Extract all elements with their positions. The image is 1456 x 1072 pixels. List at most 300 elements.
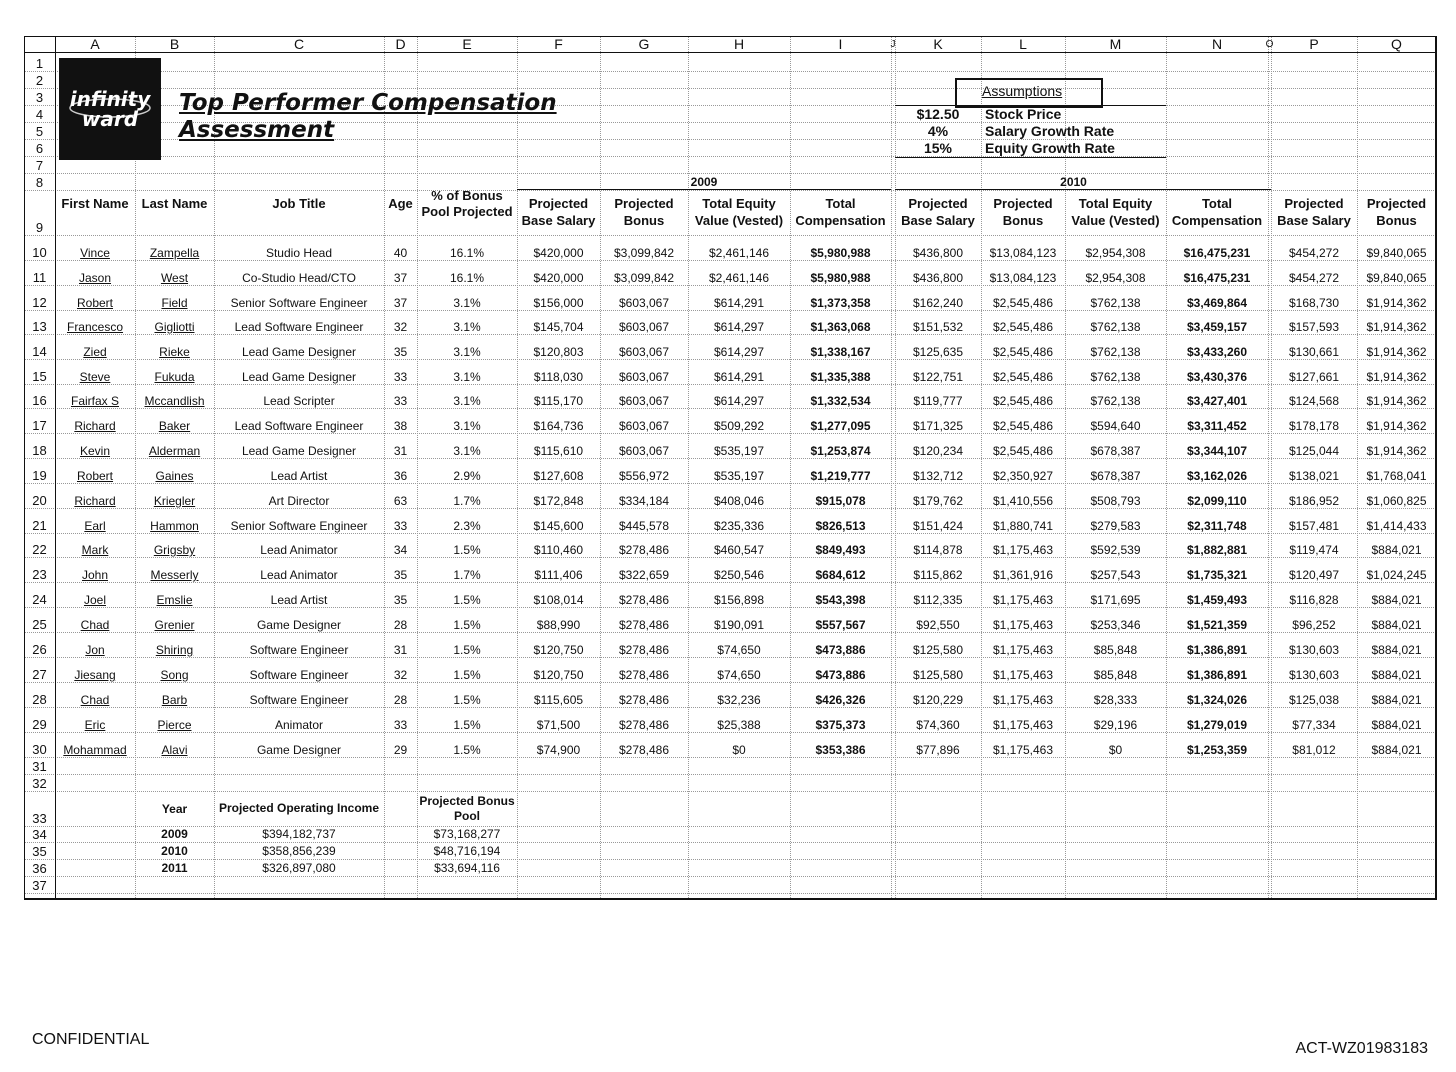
assumption-value: 15% xyxy=(923,139,953,156)
first-name[interactable]: Chad xyxy=(80,693,110,707)
column-header-b[interactable]: B xyxy=(169,36,180,52)
value-cell: $171,325 xyxy=(912,419,964,433)
first-name[interactable]: Mark xyxy=(81,543,109,557)
first-name[interactable]: Robert xyxy=(76,469,114,483)
bonus-pct: 3.1% xyxy=(453,394,481,408)
row-number-25[interactable]: 25 xyxy=(32,617,47,632)
row-number-5[interactable]: 5 xyxy=(35,124,44,139)
value-cell: $460,547 xyxy=(713,543,765,557)
total-compensation: $1,253,874 xyxy=(810,444,871,458)
value-cell: $1,024,245 xyxy=(1366,568,1427,582)
bonus-pct: 3.1% xyxy=(453,370,481,384)
first-name[interactable]: Richard xyxy=(74,494,116,508)
value-cell: $120,234 xyxy=(912,444,964,458)
value-cell: $762,138 xyxy=(1090,370,1141,384)
last-name[interactable]: West xyxy=(160,271,189,285)
last-name[interactable]: Song xyxy=(160,668,189,682)
row-number-30[interactable]: 30 xyxy=(32,742,47,757)
job-title: Game Designer xyxy=(256,743,342,757)
age: 29 xyxy=(393,743,408,757)
value-cell: $1,361,916 xyxy=(992,568,1054,582)
header-job-title: Job Title xyxy=(272,195,326,211)
last-name[interactable]: Gaines xyxy=(155,469,194,483)
row-number-36[interactable]: 36 xyxy=(32,861,47,876)
row-number-21[interactable]: 21 xyxy=(32,518,47,533)
first-name[interactable]: Fairfax S xyxy=(70,394,119,408)
job-title: Studio Head xyxy=(265,246,333,260)
job-title: Lead Game Designer xyxy=(241,370,357,384)
value-cell: $603,067 xyxy=(618,419,670,433)
age: 35 xyxy=(393,593,408,607)
logo-text-2: ward xyxy=(81,107,139,131)
column-header-h[interactable]: H xyxy=(733,36,745,52)
value-cell: $884,021 xyxy=(1371,668,1422,682)
column-header-l[interactable]: L xyxy=(1019,36,1027,52)
age: 28 xyxy=(393,618,408,632)
first-name[interactable]: Joel xyxy=(83,593,106,607)
value-cell: $25,388 xyxy=(717,718,761,732)
first-name[interactable]: Kevin xyxy=(79,444,111,458)
row-number-8[interactable]: 8 xyxy=(35,175,44,190)
total-compensation: $3,430,376 xyxy=(1186,370,1248,384)
bonus-pct: 3.1% xyxy=(453,419,481,433)
value-cell: $278,486 xyxy=(618,668,670,682)
value-cell: $77,334 xyxy=(1292,718,1336,732)
summary-year: 2009 xyxy=(161,827,188,841)
value-cell: $120,750 xyxy=(533,668,584,682)
first-name[interactable]: Richard xyxy=(74,419,116,433)
age: 35 xyxy=(393,345,408,359)
total-compensation: $543,398 xyxy=(815,593,866,607)
value-cell: $445,578 xyxy=(618,519,670,533)
value-cell: $157,593 xyxy=(1288,320,1340,334)
value-cell: $157,481 xyxy=(1288,519,1340,533)
row-number-4[interactable]: 4 xyxy=(35,107,44,122)
first-name[interactable]: Vince xyxy=(80,246,110,260)
column-header-i[interactable]: I xyxy=(838,36,843,52)
value-cell: $1,175,463 xyxy=(992,743,1054,757)
first-name[interactable]: John xyxy=(81,568,109,582)
grid-col-line xyxy=(1436,36,1437,900)
age: 32 xyxy=(393,320,408,334)
row-number-9[interactable]: 9 xyxy=(35,220,44,235)
value-cell: $151,532 xyxy=(912,320,964,334)
age: 34 xyxy=(393,543,408,557)
last-name[interactable]: Shiring xyxy=(155,643,194,657)
value-cell: $2,954,308 xyxy=(1085,271,1146,285)
column-header-n[interactable]: N xyxy=(1211,36,1223,52)
total-compensation: $1,735,321 xyxy=(1186,568,1248,582)
value-cell: $1,175,463 xyxy=(992,668,1054,682)
value-cell: $120,750 xyxy=(533,643,584,657)
value-cell: $127,661 xyxy=(1288,370,1340,384)
bonus-pct: 1.5% xyxy=(453,693,481,707)
total-compensation: $1,279,019 xyxy=(1186,718,1248,732)
total-compensation: $1,219,777 xyxy=(810,469,871,483)
value-cell: $115,862 xyxy=(913,568,963,582)
total-compensation: $375,373 xyxy=(815,718,866,732)
first-name[interactable]: Mohammad xyxy=(63,743,127,757)
row-number-10[interactable]: 10 xyxy=(32,245,47,260)
age: 38 xyxy=(393,419,408,433)
last-name[interactable]: Mccandlish xyxy=(144,394,205,408)
column-header-m[interactable]: M xyxy=(1109,36,1122,52)
header-bonus-pct: % of Bonus Pool Projected xyxy=(421,187,513,219)
value-cell: $190,091 xyxy=(713,618,765,632)
value-cell: $74,900 xyxy=(536,743,581,757)
bonus-pct: 3.1% xyxy=(453,296,481,310)
value-cell: $1,914,362 xyxy=(1366,394,1427,408)
value-cell: $114,878 xyxy=(913,543,963,557)
value-cell: $118,030 xyxy=(533,370,584,384)
value-cell: $884,021 xyxy=(1371,693,1422,707)
value-cell: $88,990 xyxy=(536,618,581,632)
first-name[interactable]: Robert xyxy=(76,296,114,310)
value-cell: $130,661 xyxy=(1288,345,1340,359)
value-cell: $322,659 xyxy=(618,568,670,582)
header-first-name: First Name xyxy=(61,195,129,211)
first-name[interactable]: Steve xyxy=(79,370,111,384)
last-name[interactable]: Emslie xyxy=(156,593,193,607)
row-number-15[interactable]: 15 xyxy=(32,369,47,384)
value-cell: $250,546 xyxy=(713,568,765,582)
value-cell: $125,580 xyxy=(912,668,964,682)
value-cell: $130,603 xyxy=(1288,643,1340,657)
row-number-2[interactable]: 2 xyxy=(35,73,44,88)
age: 28 xyxy=(393,693,408,707)
sheet-title-line-1: Top Performer Compensation xyxy=(179,90,557,116)
row-number-16[interactable]: 16 xyxy=(32,393,47,408)
total-compensation: $426,326 xyxy=(815,693,866,707)
last-name[interactable]: Barb xyxy=(161,693,188,707)
value-cell: $1,060,825 xyxy=(1366,494,1427,508)
row-number-22[interactable]: 22 xyxy=(32,542,47,557)
value-cell: $678,387 xyxy=(1090,444,1141,458)
total-compensation: $3,469,864 xyxy=(1186,296,1248,310)
last-name[interactable]: Grigsby xyxy=(153,543,196,557)
row-number-17[interactable]: 17 xyxy=(32,418,47,433)
first-name[interactable]: Earl xyxy=(84,519,106,533)
row-number-18[interactable]: 18 xyxy=(32,443,47,458)
last-name[interactable]: Field xyxy=(161,296,188,310)
first-name[interactable]: Zied xyxy=(83,345,107,359)
job-title: Animator xyxy=(274,718,324,732)
row-number-14[interactable]: 14 xyxy=(32,344,47,359)
assumptions-label: Assumptions xyxy=(982,83,1063,99)
age: 36 xyxy=(393,469,408,483)
value-cell: $9,840,065 xyxy=(1366,246,1427,260)
value-cell: $162,240 xyxy=(912,296,964,310)
value-cell: $603,067 xyxy=(618,394,670,408)
value-cell: $92,550 xyxy=(916,618,960,632)
row-number-31[interactable]: 31 xyxy=(32,759,47,774)
value-cell: $1,914,362 xyxy=(1366,444,1427,458)
value-cell: $74,650 xyxy=(717,668,761,682)
value-cell: $1,914,362 xyxy=(1366,345,1427,359)
value-cell: $2,954,308 xyxy=(1085,246,1146,260)
column-header-c[interactable]: C xyxy=(293,36,305,52)
summary-pool: $73,168,277 xyxy=(433,827,501,841)
first-name[interactable]: Jiesang xyxy=(74,668,116,682)
value-cell: $156,000 xyxy=(533,296,584,310)
row-number-27[interactable]: 27 xyxy=(32,667,47,682)
value-cell: $186,952 xyxy=(1288,494,1340,508)
last-name[interactable]: Alderman xyxy=(148,444,201,458)
column-header-a[interactable]: A xyxy=(90,36,100,52)
value-cell: $278,486 xyxy=(618,593,670,607)
column-header-k[interactable]: K xyxy=(933,36,943,52)
value-cell: $762,138 xyxy=(1090,296,1141,310)
job-title: Lead Software Engineer xyxy=(234,320,364,334)
value-cell: $81,012 xyxy=(1292,743,1336,757)
header-age: Age xyxy=(388,195,413,211)
confidential-label: CONFIDENTIAL xyxy=(32,1031,150,1048)
value-cell: $334,184 xyxy=(618,494,670,508)
value-cell: $2,545,486 xyxy=(992,345,1054,359)
total-compensation: $1,882,881 xyxy=(1186,543,1248,557)
job-title: Lead Artist xyxy=(270,593,328,607)
last-name[interactable]: Gigliotti xyxy=(154,320,195,334)
row-number-24[interactable]: 24 xyxy=(32,592,47,607)
job-title: Software Engineer xyxy=(249,668,349,682)
value-cell: $2,350,927 xyxy=(992,469,1054,483)
value-cell: $614,297 xyxy=(713,345,765,359)
age: 37 xyxy=(393,271,408,285)
value-cell: $1,175,463 xyxy=(992,543,1054,557)
first-name[interactable]: Jon xyxy=(85,643,105,657)
row-number-34[interactable]: 34 xyxy=(32,827,47,842)
value-cell: $120,803 xyxy=(533,345,584,359)
sheet-title-line-2: Assessment xyxy=(179,117,335,143)
job-title: Lead Artist xyxy=(270,469,328,483)
bonus-pct: 3.1% xyxy=(453,345,481,359)
total-compensation: $2,311,748 xyxy=(1187,519,1247,533)
job-title: Senior Software Engineer xyxy=(230,296,368,310)
value-cell: $85,848 xyxy=(1093,668,1138,682)
row-number-29[interactable]: 29 xyxy=(32,717,47,732)
row-number-19[interactable]: 19 xyxy=(32,468,47,483)
total-compensation: $1,335,388 xyxy=(810,370,871,384)
assumption-label: Equity Growth Rate xyxy=(985,139,1115,156)
row-number-6[interactable]: 6 xyxy=(35,141,44,156)
total-compensation: $1,363,068 xyxy=(810,320,871,334)
age: 33 xyxy=(393,718,408,732)
value-cell: $278,486 xyxy=(618,718,670,732)
logo-text-1: infinity xyxy=(69,87,151,111)
bonus-pct: 1.5% xyxy=(453,743,481,757)
value-cell: $603,067 xyxy=(618,320,670,334)
last-name[interactable]: Fukuda xyxy=(154,370,195,384)
total-compensation: $3,433,260 xyxy=(1186,345,1248,359)
last-name[interactable]: Zampella xyxy=(149,246,200,260)
row-number-3[interactable]: 3 xyxy=(35,90,44,105)
row-number-11[interactable]: 11 xyxy=(32,270,47,285)
header-total: Total Compensation xyxy=(1171,196,1263,228)
summary-pool-header: Projected Bonus Pool xyxy=(419,793,515,823)
row-number-12[interactable]: 12 xyxy=(32,295,47,310)
column-header-e[interactable]: E xyxy=(462,36,472,52)
value-cell: $74,360 xyxy=(916,718,960,732)
row-number-35[interactable]: 35 xyxy=(32,844,47,859)
job-title: Software Engineer xyxy=(249,693,349,707)
header-bonus: Projected Bonus xyxy=(1366,196,1427,228)
age: 40 xyxy=(393,246,408,260)
job-title: Co-Studio Head/CTO xyxy=(242,271,356,285)
total-compensation: $5,980,988 xyxy=(810,271,871,285)
total-compensation: $1,386,891 xyxy=(1186,668,1248,682)
row-number-1[interactable]: 1 xyxy=(35,56,44,71)
total-compensation: $473,886 xyxy=(815,668,866,682)
total-compensation: $2,099,110 xyxy=(1187,494,1247,508)
value-cell: $3,099,842 xyxy=(613,246,675,260)
bonus-pct: 1.5% xyxy=(453,668,481,682)
row-number-37[interactable]: 37 xyxy=(32,878,47,893)
bonus-pct: 3.1% xyxy=(453,444,481,458)
total-compensation: $1,521,359 xyxy=(1186,618,1248,632)
value-cell: $122,751 xyxy=(912,370,964,384)
value-cell: $253,346 xyxy=(1090,618,1141,632)
value-cell: $110,460 xyxy=(533,543,584,557)
column-header-o[interactable]: O xyxy=(1265,38,1274,50)
value-cell: $125,038 xyxy=(1288,693,1340,707)
value-cell: $678,387 xyxy=(1090,469,1141,483)
value-cell: $125,580 xyxy=(912,643,964,657)
value-cell: $614,297 xyxy=(713,320,765,334)
row-number-13[interactable]: 13 xyxy=(32,319,47,334)
total-compensation: $5,980,988 xyxy=(810,246,871,260)
age: 35 xyxy=(393,568,408,582)
age: 33 xyxy=(393,370,408,384)
value-cell: $1,175,463 xyxy=(992,618,1054,632)
value-cell: $96,252 xyxy=(1292,618,1336,632)
column-header-q[interactable]: Q xyxy=(1391,36,1402,52)
row-number-7[interactable]: 7 xyxy=(35,158,44,173)
value-cell: $884,021 xyxy=(1371,643,1422,657)
value-cell: $257,543 xyxy=(1090,568,1141,582)
value-cell: $884,021 xyxy=(1371,543,1422,557)
value-cell: $2,545,486 xyxy=(992,419,1054,433)
header-bonus: Projected Bonus xyxy=(614,196,674,228)
value-cell: $279,583 xyxy=(1090,519,1141,533)
bonus-pct: 1.5% xyxy=(453,618,481,632)
value-cell: $2,545,486 xyxy=(992,394,1054,408)
assumption-label: Salary Growth Rate xyxy=(985,122,1115,139)
value-cell: $77,896 xyxy=(916,743,960,757)
age: 31 xyxy=(393,444,408,458)
last-name[interactable]: Hammon xyxy=(150,519,199,533)
value-cell: $132,712 xyxy=(912,469,964,483)
bates-number: ACT-WZ01983183 xyxy=(1295,1040,1428,1057)
row-number-33[interactable]: 33 xyxy=(32,811,47,826)
age: 33 xyxy=(393,394,408,408)
total-compensation: $353,386 xyxy=(815,743,866,757)
value-cell: $1,914,362 xyxy=(1366,419,1427,433)
value-cell: $108,014 xyxy=(533,593,584,607)
value-cell: $614,297 xyxy=(713,394,765,408)
total-compensation: $3,459,157 xyxy=(1186,320,1248,334)
total-compensation: $849,493 xyxy=(815,543,866,557)
column-header-d[interactable]: D xyxy=(395,36,406,52)
last-name[interactable]: Messerly xyxy=(150,568,199,582)
job-title: Lead Software Engineer xyxy=(234,419,364,433)
assumption-value: $12.50 xyxy=(916,105,960,122)
first-name[interactable]: Eric xyxy=(84,718,106,732)
value-cell: $120,229 xyxy=(912,693,964,707)
last-name[interactable]: Pierce xyxy=(157,718,192,732)
value-cell: $436,800 xyxy=(912,271,964,285)
value-cell: $1,414,433 xyxy=(1366,519,1427,533)
last-name[interactable]: Rieke xyxy=(159,345,190,359)
first-name[interactable]: Francesco xyxy=(66,320,124,334)
row-number-20[interactable]: 20 xyxy=(32,493,47,508)
age: 37 xyxy=(393,296,408,310)
total-compensation: $1,459,493 xyxy=(1186,593,1248,607)
job-title: Lead Animator xyxy=(260,568,338,582)
row-number-32[interactable]: 32 xyxy=(32,776,47,791)
bonus-pct: 16.1% xyxy=(449,246,485,260)
header-last-name: Last Name xyxy=(141,195,208,211)
header-equity: Total Equity Value (Vested) xyxy=(694,196,784,228)
assumption-value: 4% xyxy=(927,122,949,139)
total-compensation: $1,277,095 xyxy=(810,419,871,433)
column-header-j[interactable]: J xyxy=(890,38,896,50)
value-cell: $594,640 xyxy=(1090,419,1141,433)
age: 63 xyxy=(393,494,408,508)
value-cell: $13,084,123 xyxy=(989,246,1057,260)
summary-pool: $33,694,116 xyxy=(434,860,500,875)
value-cell: $278,486 xyxy=(618,743,670,757)
value-cell: $112,335 xyxy=(913,593,963,607)
first-name[interactable]: Jason xyxy=(78,271,112,285)
value-cell: $115,170 xyxy=(533,394,584,408)
last-name[interactable]: Grenier xyxy=(154,618,195,632)
last-name[interactable]: Baker xyxy=(158,419,191,433)
summary-year-header: Year xyxy=(161,801,188,816)
value-cell: $32,236 xyxy=(717,693,761,707)
value-cell: $884,021 xyxy=(1371,743,1422,757)
header-equity: Total Equity Value (Vested) xyxy=(1071,196,1160,228)
value-cell: $535,197 xyxy=(713,444,765,458)
column-header-f[interactable]: F xyxy=(554,36,563,52)
bonus-pct: 1.7% xyxy=(453,568,481,582)
row-number-23[interactable]: 23 xyxy=(32,567,47,582)
row-number-28[interactable]: 28 xyxy=(32,692,47,707)
value-cell: $556,972 xyxy=(618,469,670,483)
value-cell: $2,461,146 xyxy=(708,246,770,260)
value-cell: $29,196 xyxy=(1093,718,1138,732)
value-cell: $436,800 xyxy=(912,246,964,260)
row-number-26[interactable]: 26 xyxy=(32,642,47,657)
column-header-g[interactable]: G xyxy=(638,36,650,52)
value-cell: $884,021 xyxy=(1371,593,1422,607)
value-cell: $125,044 xyxy=(1288,444,1340,458)
job-title: Lead Animator xyxy=(260,543,338,557)
last-name[interactable]: Kriegler xyxy=(153,494,196,508)
first-name[interactable]: Chad xyxy=(80,618,110,632)
value-cell: $9,840,065 xyxy=(1366,271,1427,285)
value-cell: $111,406 xyxy=(534,568,583,582)
last-name[interactable]: Alavi xyxy=(161,743,188,757)
total-compensation: $3,162,026 xyxy=(1186,469,1248,483)
value-cell: $120,497 xyxy=(1288,568,1340,582)
value-cell: $884,021 xyxy=(1371,618,1422,632)
value-cell: $1,175,463 xyxy=(992,643,1054,657)
total-compensation: $3,427,401 xyxy=(1186,394,1248,408)
value-cell: $151,424 xyxy=(912,519,964,533)
value-cell: $762,138 xyxy=(1090,394,1141,408)
summary-income: $326,897,080 xyxy=(262,860,336,875)
column-header-p[interactable]: P xyxy=(1309,36,1319,52)
